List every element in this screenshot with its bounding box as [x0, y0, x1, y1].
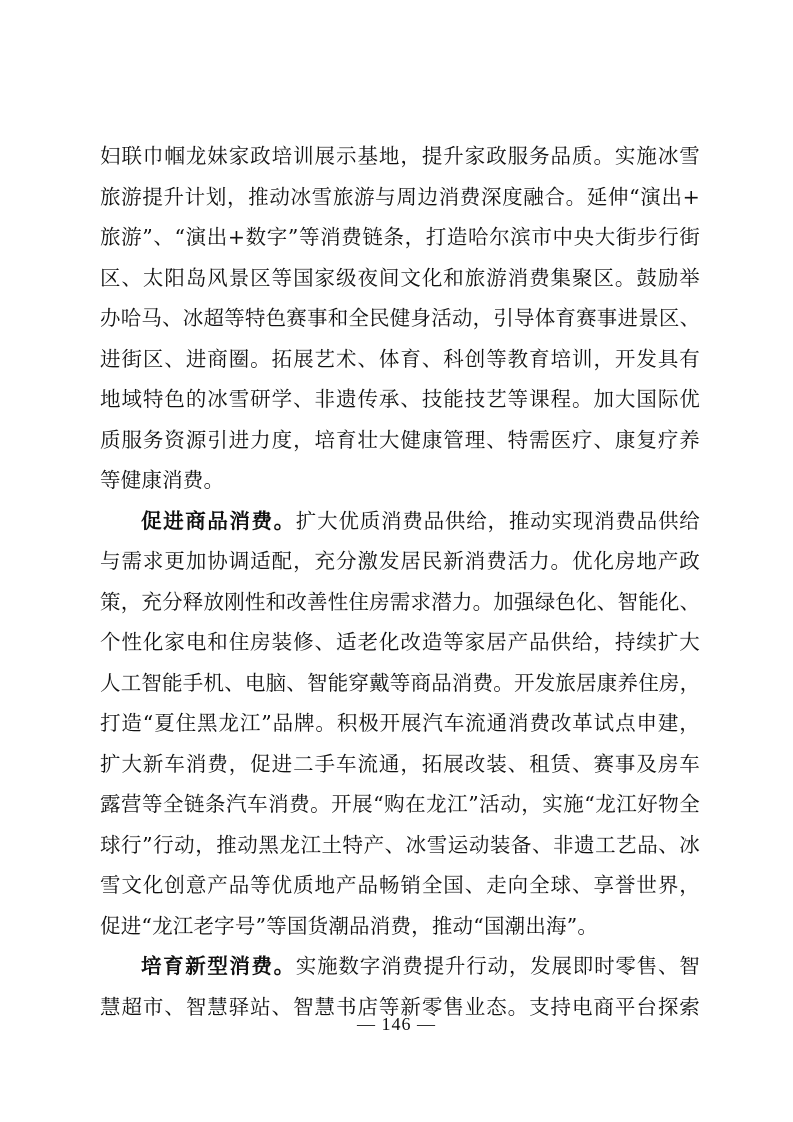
- text-line: 扩大新车消费，促进二手车流通，拓展改装、租赁、赛事及房车: [100, 751, 700, 776]
- text-line: 旅游”、“演出+数字”等消费链条，打造哈尔滨市中央大街步行街: [100, 225, 700, 249]
- text-line: 促进“龙江老字号”等国货潮品消费，推动“国潮出海”。: [100, 913, 599, 938]
- text-line: 地域特色的冰雪研学、非遗传承、技能技艺等课程。加大国际优: [100, 387, 700, 411]
- document-body: [100, 136, 700, 1027]
- section-heading: 促进商品消费。: [141, 508, 296, 533]
- text-line: 打造“夏住黑龙江”品牌。积极开展汽车流通消费改革试点申建，: [100, 711, 700, 735]
- text-run: 实施数字消费提升行动，发展即时零售、智: [295, 954, 700, 978]
- text-line: 等健康消费。: [100, 468, 225, 492]
- text-line: 与需求更加协调适配，充分激发居民新消费活力。优化房地产政: [100, 549, 700, 573]
- text-line: 慧超市、智慧驿站、智慧书店等新零售业态。支持电商平台探索: [100, 994, 700, 1019]
- text-line: 个性化家电和住房装修、适老化改造等家居产品供给，持续扩大: [100, 630, 700, 654]
- paragraph-2: [100, 501, 700, 947]
- paragraph-1: [100, 136, 700, 501]
- text-run: 扩大优质消费品供给，推动实现消费品供给: [295, 508, 700, 533]
- text-line: 进街区、进商圈。拓展艺术、体育、科创等教育培训，开发具有: [100, 346, 700, 371]
- text-line: 策，充分释放刚性和改善性住房需求潜力。加强绿色化、智能化、: [100, 589, 701, 614]
- text-line: 雪文化创意产品等优质地产品畅销全国、走向全球、享誉世界，: [100, 873, 700, 897]
- text-line: 办哈马、冰超等特色赛事和全民健身活动，引导体育赛事进景区、: [100, 306, 701, 330]
- paragraph-first-line: [100, 501, 700, 542]
- text-line: 妇联巾帼龙妹家政培训展示基地，提升家政服务品质。实施冰雪: [100, 144, 700, 168]
- paragraph-first-line: [100, 946, 700, 987]
- page-number: — 146 —: [357, 1014, 436, 1034]
- text-line: 球行”行动，推动黑龙江土特产、冰雪运动装备、非遗工艺品、冰: [100, 832, 700, 857]
- text-line: 区、太阳岛风景区等国家级夜间文化和旅游消费集聚区。鼓励举: [100, 265, 700, 290]
- text-line: 质服务资源引进力度，培育壮大健康管理、特需医疗、康复疗养: [100, 427, 700, 452]
- text-line: 旅游提升计划，推动冰雪旅游与周边消费深度融合。延伸“演出+: [100, 184, 700, 209]
- text-line: 露营等全链条汽车消费。开展“购在龙江”活动，实施“龙江好物全: [100, 792, 700, 816]
- section-heading: 培育新型消费。: [141, 954, 296, 978]
- text-line: 人工智能手机、电脑、智能穿戴等商品消费。开发旅居康养住房，: [100, 670, 701, 695]
